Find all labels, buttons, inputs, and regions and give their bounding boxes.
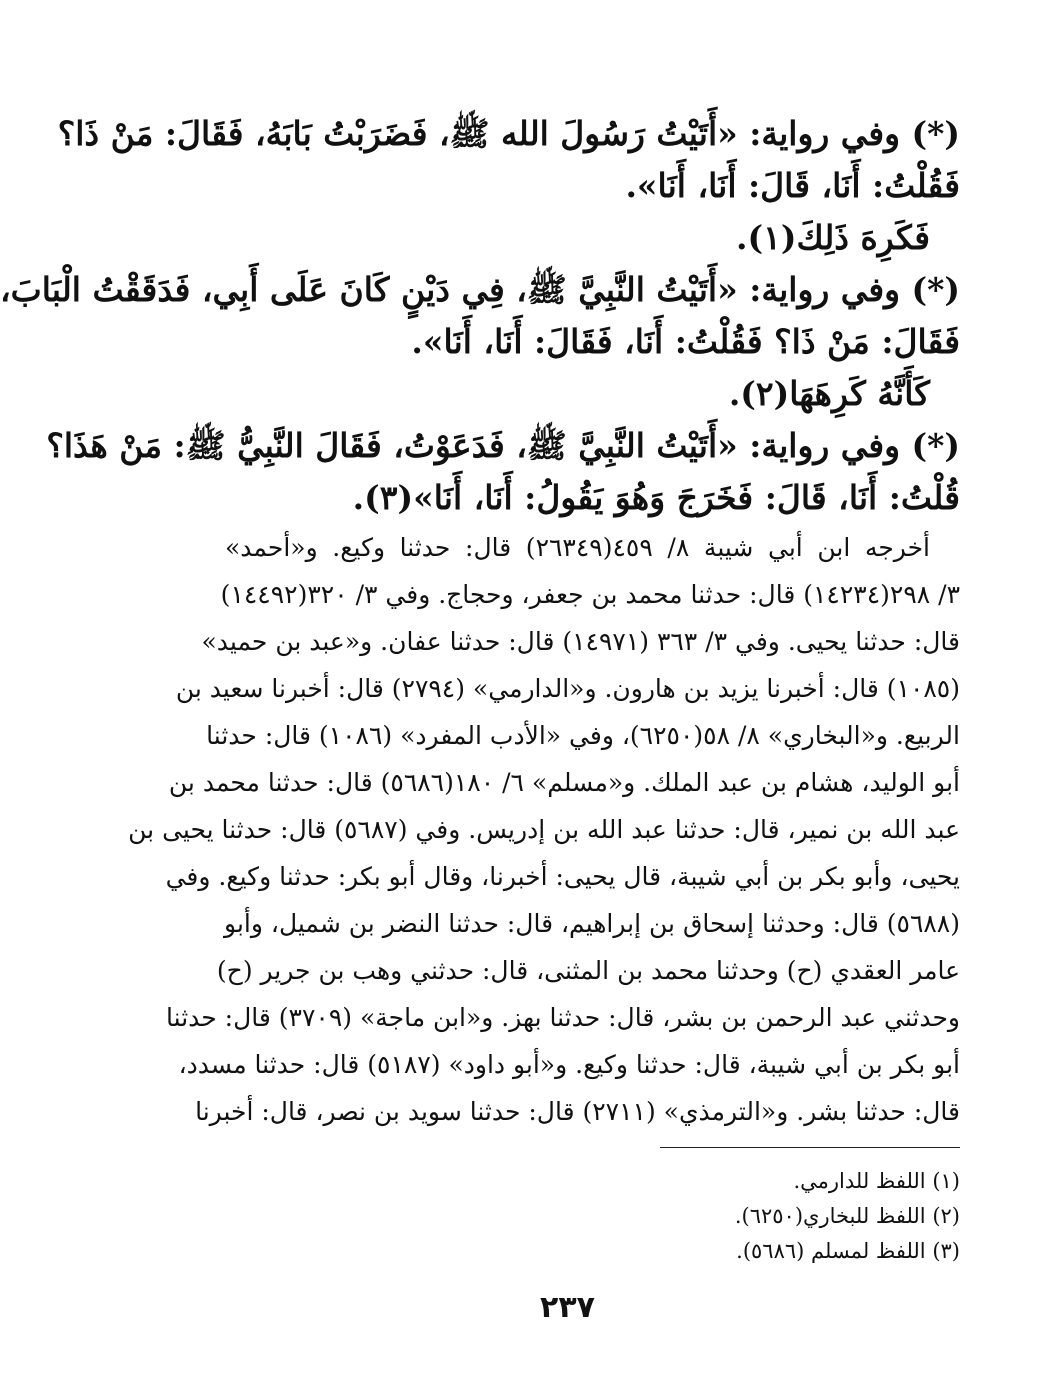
page-number: ٢٣٧ [540,1290,595,1325]
source-line: عامر العقدي (ح) وحدثنا محمد بن المثنى، قال: حدثني وهب بن جرير (ح) [216,956,960,985]
footnote-divider [660,1147,960,1148]
narration-line: فَقُلْتُ: أَنَا، قَالَ: أَنَا، أَنَا». [625,166,960,205]
source-line: قال: حدثنا يحيى. وفي ٣/ ٣٦٣ (١٤٩٧١) قال: حدثنا عفان. و«عبد بن حميد» [201,627,960,656]
narration-comment: كَأَنَّهُ كَرِهَهَا(٢). [728,374,930,413]
source-line: أبو الوليد، هشام بن عبد الملك. و«مسلم» ٦/ ١٨٠(٥٦٨٦) قال: حدثنا محمد بن [168,768,960,797]
narration-line: (*) وفي رواية: «أَتَيْتُ النَّبِيَّ ﷺ، فَدَعَوْتُ، فَقَالَ النَّبِيُّ ﷺ: مَنْ هَذَا؟ [46,426,960,465]
source-line: أبو بكر بن أبي شيبة، قال: حدثنا وكيع. و«أبو داود» (٥١٨٧) قال: حدثنا مسدد، [178,1050,960,1079]
narration-line: (*) وفي رواية: «أَتَيْتُ النَّبِيَّ ﷺ، فِي دَيْنٍ كَانَ عَلَى أَبِي، فَدَقَقْتُ الْبَابَ، [0,270,960,309]
source-line: الربيع. و«البخاري» ٨/ ٥٨(٦٢٥٠)، وفي «الأدب المفرد» (١٠٨٦) قال: حدثنا [206,721,960,750]
footnote-item: (٢) اللفظ للبخاري(٦٢٥٠). [734,1204,960,1228]
source-line: (١٠٨٥) قال: أخبرنا يزيد بن هارون. و«الدارمي» (٢٧٩٤) قال: أخبرنا سعيد بن [175,674,960,703]
footnote-item: (٣) اللفظ لمسلم (٥٦٨٦). [736,1239,960,1263]
narration-line: (*) وفي رواية: «أَتَيْتُ رَسُولَ الله ﷺ، فَضَرَبْتُ بَابَهُ، فَقَالَ: مَنْ ذَا؟ [57,114,960,153]
source-line: وحدثني عبد الرحمن بن بشر، قال: حدثنا بهز. و«ابن ماجة» (٣٧٠٩) قال: حدثنا [166,1003,960,1032]
narration-line: قُلْتُ: أَنَا، قَالَ: فَخَرَجَ وَهُوَ يَقُولُ: أَنَا، أَنَا»(٣). [352,478,960,517]
source-line: (٥٦٨٨) قال: وحدثنا إسحاق بن إبراهيم، قال: حدثنا النضر بن شميل، وأبو [224,909,960,938]
source-line: يحيى، وأبو بكر بن أبي شيبة، قال يحيى: أخبرنا، وقال أبو بكر: حدثنا وكيع. وفي [165,862,960,891]
hadith-narrations [0,108,960,524]
source-line: قال: حدثنا بشر. و«الترمذي» (٢٧١١) قال: حدثنا سويد بن نصر، قال: أخبرنا [195,1097,960,1126]
narration-line: فَقَالَ: مَنْ ذَا؟ فَقُلْتُ: أَنَا، فَقَالَ: أَنَا، أَنَا». [411,322,960,361]
footnote-item: (١) اللفظ للدارمي. [793,1169,960,1193]
source-line: ٣/ ٢٩٨(١٤٢٣٤) قال: حدثنا محمد بن جعفر، وحجاج. وفي ٣/ ٣٢٠(١٤٤٩٢) [220,580,960,609]
source-line: أخرجه ابن أبي شيبة ٨/ ٤٥٩(٢٦٣٤٩) قال: حدثنا وكيع. و«أحمد» [225,533,930,562]
narration-comment: فَكَرِهَ ذَلِكَ(١). [735,218,930,257]
footnotes [495,1164,960,1269]
takhrij-sources [128,524,960,1135]
source-line: عبد الله بن نمير، قال: حدثنا عبد الله بن إدريس. وفي (٥٦٨٧) قال: حدثنا يحيى بن [128,815,960,844]
